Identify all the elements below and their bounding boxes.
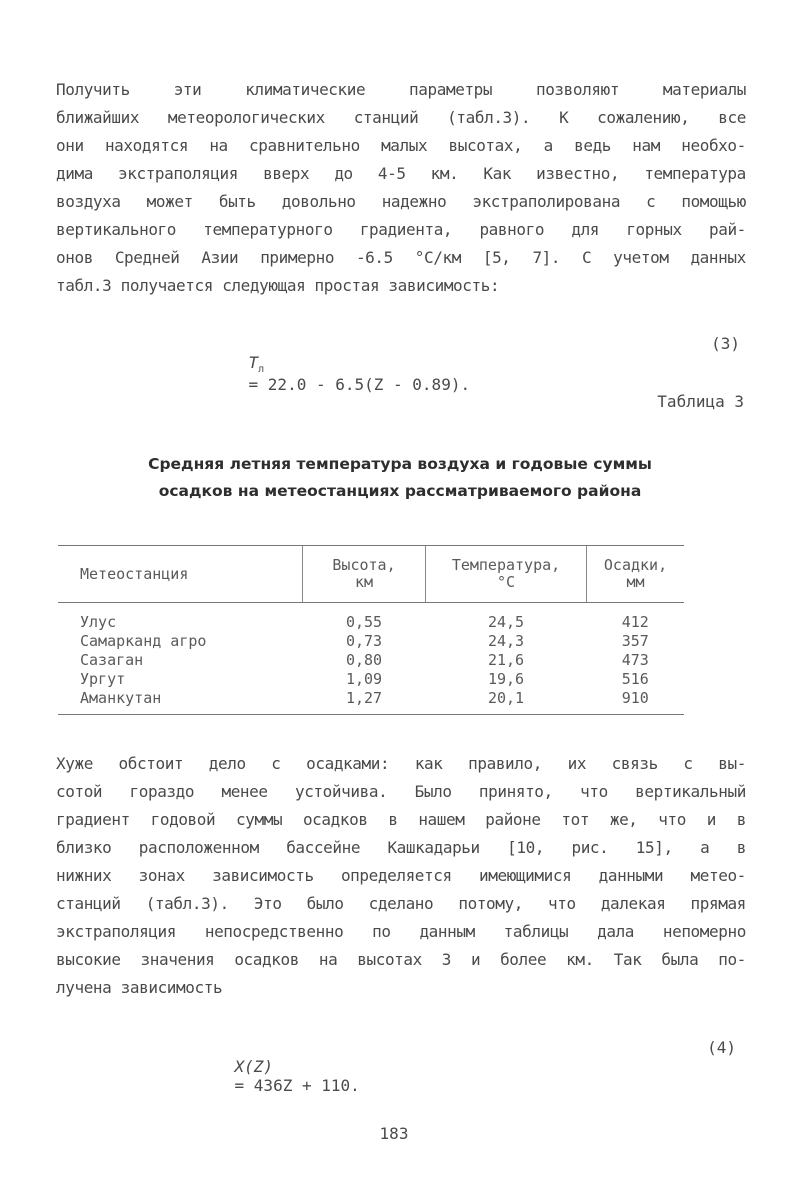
word: тот — [561, 810, 590, 829]
word: следующая — [222, 276, 315, 295]
cell-temperature: 20,1 — [426, 689, 587, 715]
word: Это — [253, 894, 282, 913]
word: а — [543, 136, 553, 155]
word: по- — [718, 950, 746, 969]
header-height-label: Высота, — [332, 556, 396, 574]
table-number: Таблица 3 — [657, 392, 744, 411]
word: значения — [140, 950, 215, 969]
word: метеорологических — [167, 108, 325, 127]
word: помощью — [681, 192, 746, 211]
word: -6.5 — [355, 248, 393, 267]
word: может — [146, 192, 193, 211]
word: горных — [626, 220, 682, 239]
word: известно, — [536, 164, 620, 183]
word: далекая — [600, 894, 666, 913]
word: же, — [609, 810, 638, 829]
header-temperature — [426, 546, 587, 603]
word: по — [372, 922, 391, 941]
table-row — [58, 651, 684, 670]
word: в — [388, 810, 398, 829]
cell-precipitation: 412 — [621, 613, 649, 631]
word: устойчива. — [294, 782, 388, 801]
word: Хуже — [56, 754, 93, 773]
header-station: Метеостанция — [58, 546, 303, 603]
word: данным — [419, 922, 475, 941]
word: определяется — [340, 866, 452, 885]
table-row — [58, 689, 684, 715]
word: было — [306, 894, 344, 913]
word: потому, — [458, 894, 523, 913]
word: быть — [218, 192, 256, 211]
word: вертикального — [56, 220, 177, 239]
word: была — [661, 950, 699, 969]
word: годовой — [150, 810, 216, 829]
word: (табл.3). — [447, 108, 531, 127]
word: температура — [644, 164, 746, 183]
word: данных — [690, 248, 746, 267]
cell-temperature: 24,5 — [487, 613, 525, 631]
word: зависимость: — [388, 276, 500, 295]
word: связь — [611, 754, 658, 773]
word: для — [571, 220, 600, 239]
text-line — [56, 750, 746, 778]
cell-station: Аманкутан — [58, 689, 303, 715]
word: в — [736, 838, 746, 857]
word: экстраполяция — [56, 922, 177, 941]
formula-4 — [196, 1038, 360, 1114]
word: равного — [479, 220, 545, 239]
word: вертикальный — [635, 782, 746, 801]
word: параметры — [409, 80, 493, 99]
word: имеющимися — [479, 866, 572, 885]
word: онов — [56, 248, 93, 267]
formula-3-number: (3) — [711, 334, 740, 353]
word: близко — [56, 838, 112, 857]
word: К — [559, 108, 569, 127]
text-line — [56, 272, 746, 300]
word: малых — [381, 136, 428, 155]
word: ведь — [574, 136, 612, 155]
word: эти — [173, 80, 202, 99]
word: необхо- — [681, 136, 746, 155]
header-temperature-unit: °С — [496, 573, 516, 591]
text-line — [56, 216, 746, 244]
word: воздуха — [56, 192, 121, 211]
word: находятся — [104, 136, 189, 155]
word: что — [580, 782, 608, 801]
word: 4-5 — [377, 164, 406, 183]
word: дала — [597, 922, 635, 941]
word: получается — [120, 276, 223, 295]
word: данными — [598, 866, 664, 885]
word: метео- — [690, 866, 746, 885]
word: ближайших — [56, 108, 140, 127]
cell-station: Сазаган — [80, 651, 144, 669]
word: бассейне — [286, 838, 361, 857]
data-table — [58, 545, 684, 715]
word: и — [470, 950, 481, 969]
cell-temperature: 24,3 — [487, 632, 525, 650]
word: на — [318, 950, 338, 969]
text-line — [56, 778, 746, 806]
formula-3-subscript: л — [258, 364, 265, 376]
header-temperature-label: Температура, — [451, 556, 561, 574]
cell-height: 0,55 — [345, 613, 383, 631]
word: простая — [314, 276, 389, 295]
word: рай- — [708, 220, 746, 239]
word: дело — [208, 754, 246, 773]
cell-height: 0,73 — [345, 632, 383, 650]
word: С — [582, 248, 592, 267]
word: Азии — [201, 248, 239, 267]
word: с — [646, 192, 656, 211]
cell-temperature: 21,6 — [487, 651, 525, 669]
text-line — [56, 244, 746, 272]
word: лучена — [56, 978, 121, 997]
word: правило, — [468, 754, 542, 773]
table-title-line-1: Средняя летняя температура воздуха и годовые суммы — [148, 455, 652, 473]
word: Получить — [56, 80, 130, 99]
word: обстоит — [118, 754, 184, 773]
word: Как — [483, 164, 512, 183]
text-line — [56, 188, 746, 216]
header-height — [303, 546, 426, 603]
word: до — [334, 164, 353, 183]
text-line — [56, 974, 746, 1002]
cell-height: 0,80 — [345, 651, 383, 669]
cell-precipitation: 357 — [621, 632, 649, 650]
word: их — [567, 754, 587, 773]
word: учетом — [613, 248, 669, 267]
text-line — [56, 862, 746, 890]
text-line — [56, 76, 746, 104]
paragraph-1 — [56, 76, 746, 300]
word: градиента, — [359, 220, 453, 239]
word: как — [414, 754, 443, 773]
text-line — [56, 104, 746, 132]
word: зависимость — [212, 866, 314, 885]
cell-precipitation: 910 — [587, 689, 685, 715]
word: нашем — [418, 810, 465, 829]
word: позволяют — [535, 80, 620, 99]
cell-precipitation: 473 — [621, 651, 649, 669]
table-row — [58, 670, 684, 689]
table-row — [58, 603, 684, 633]
word: °С/км — [414, 248, 461, 267]
word: Средней — [114, 248, 180, 267]
formula-4-number: (4) — [707, 1038, 736, 1057]
word: районе — [485, 810, 541, 829]
table-row — [58, 632, 684, 651]
text-line — [56, 132, 746, 160]
cell-height: 1,09 — [345, 670, 383, 688]
word: высотах — [357, 950, 422, 969]
table-title-line-2: осадков на метеостанциях рассматриваемого района — [158, 482, 642, 500]
formula-3-rhs: = 22.0 - 6.5(Z - 0.89). — [248, 375, 471, 395]
word: прямая — [690, 894, 746, 913]
word: высокие — [56, 950, 121, 969]
word: вы- — [718, 754, 746, 773]
word: более — [500, 950, 547, 969]
cell-station: Ургут — [80, 670, 126, 688]
word: зависимость — [120, 978, 223, 997]
word: нам — [632, 136, 660, 155]
word: Было — [414, 782, 452, 801]
word: что — [658, 810, 686, 829]
word: что — [548, 894, 576, 913]
text-line — [56, 160, 746, 188]
word: осадков — [234, 950, 299, 969]
word: принято, — [478, 782, 553, 801]
page-number: 183 — [379, 1124, 409, 1143]
word: примерно — [260, 248, 335, 267]
formula-3 — [210, 334, 470, 413]
word: с — [271, 754, 281, 773]
cell-height: 1,27 — [303, 689, 426, 715]
word: станций — [56, 894, 121, 913]
word: суммы — [236, 810, 283, 829]
word: вверх — [263, 164, 310, 183]
header-precipitation-label: Осадки, — [603, 556, 668, 574]
word: табл.3 — [56, 276, 121, 295]
word: зонах — [138, 866, 185, 885]
word: в — [736, 810, 746, 829]
text-line — [56, 834, 746, 862]
word: 7]. — [532, 248, 561, 267]
text-line — [56, 946, 746, 974]
word: непосредственно — [204, 922, 344, 941]
word: довольно — [281, 192, 356, 211]
table-header-row — [58, 546, 684, 603]
word: экстраполирована — [472, 192, 621, 211]
word: км. — [566, 950, 594, 969]
paragraph-2 — [56, 750, 746, 1002]
word: [10, — [507, 838, 545, 857]
header-precipitation — [587, 546, 685, 603]
text-line — [56, 890, 746, 918]
header-height-unit: км — [354, 573, 374, 591]
word: 15], — [635, 838, 673, 857]
word: сожалению, — [597, 108, 690, 127]
word: непомерно — [662, 922, 746, 941]
word: (табл.3). — [145, 894, 229, 913]
text-line — [56, 918, 746, 946]
cell-temperature: 19,6 — [487, 670, 525, 688]
word: материалы — [662, 80, 746, 99]
word: а — [700, 838, 710, 857]
word: с — [683, 754, 693, 773]
word: осадков — [302, 810, 368, 829]
word: осадками: — [306, 754, 390, 773]
word: менее — [221, 782, 268, 801]
word: [5, — [482, 248, 511, 267]
word: температурного — [203, 220, 333, 239]
word: сотой — [56, 782, 103, 801]
word: надежно — [381, 192, 447, 211]
text-line — [56, 806, 746, 834]
word: высотах, — [448, 136, 523, 155]
word: дима — [56, 164, 93, 183]
word: сделано — [368, 894, 434, 913]
word: климатические — [245, 80, 366, 99]
word: 3 — [441, 950, 452, 969]
word: на — [209, 136, 228, 155]
cell-station: Улус — [80, 613, 117, 631]
formula-4-rhs: = 436Z + 110. — [234, 1076, 360, 1095]
word: экстраполяция — [118, 164, 239, 183]
word: гораздо — [129, 782, 195, 801]
word: Кашкадарьи — [387, 838, 480, 857]
word: км. — [430, 164, 459, 183]
word: они — [56, 136, 84, 155]
word: нижних — [56, 866, 112, 885]
cell-station: Самарканд агро — [80, 632, 207, 650]
word: и — [706, 810, 716, 829]
word: станций — [353, 108, 419, 127]
word: таблицы — [503, 922, 569, 941]
word: сравнительно — [249, 136, 360, 155]
formula-3-lhs: T — [248, 353, 259, 372]
word: рис. — [571, 838, 609, 857]
word: градиент — [56, 810, 130, 829]
word: расположенном — [138, 838, 259, 857]
header-precipitation-unit: мм — [626, 573, 645, 591]
cell-precipitation: 516 — [621, 670, 649, 688]
word: все — [718, 108, 746, 127]
formula-4-lhs: X(Z) — [234, 1057, 274, 1076]
word: Так — [613, 950, 642, 969]
